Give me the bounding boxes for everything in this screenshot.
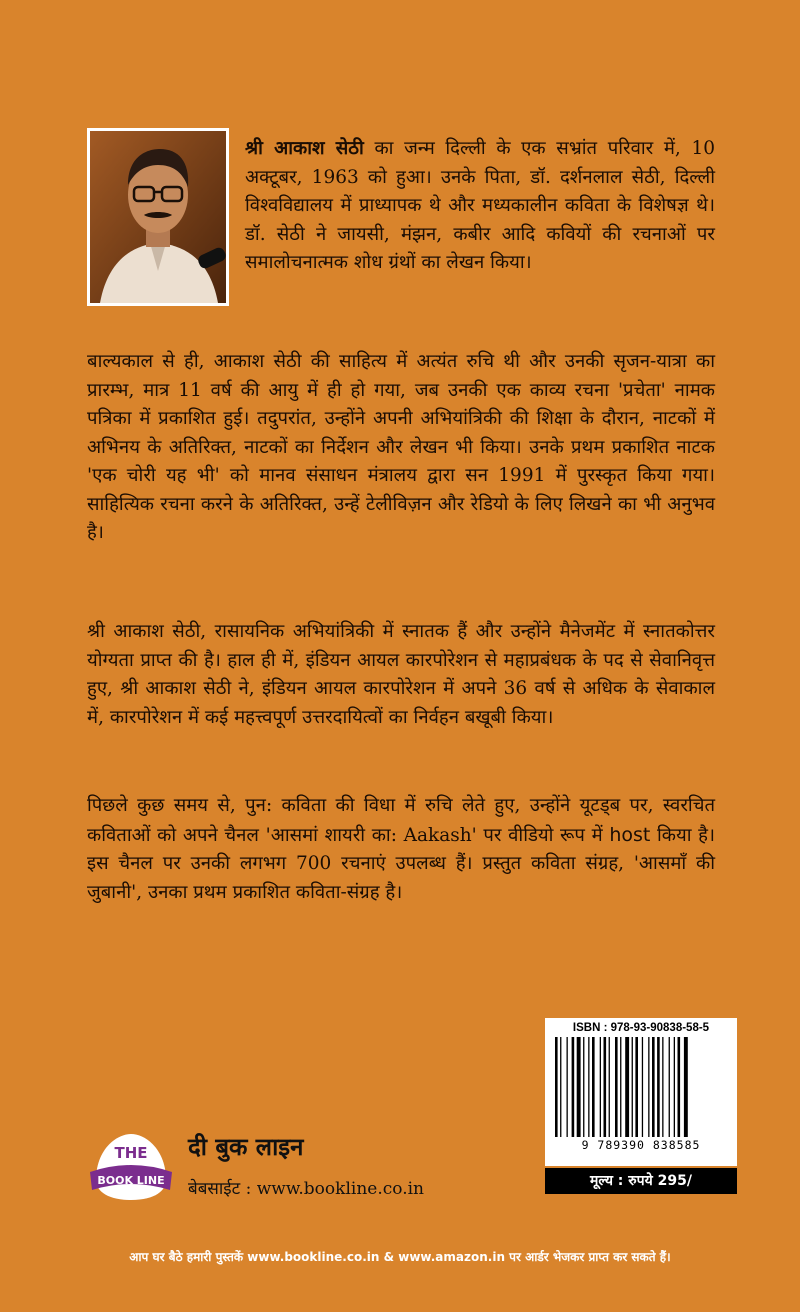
publisher-name: दी बुक लाइन — [188, 1133, 304, 1161]
author-name: श्री आकाश सेठी — [245, 138, 364, 159]
barcode-bar — [592, 1037, 595, 1137]
publisher-website: बेबसाईट : www.bookline.co.in — [188, 1179, 424, 1199]
barcode-bar — [674, 1037, 675, 1137]
barcode-bar — [600, 1037, 601, 1137]
barcode-bar — [635, 1037, 638, 1137]
barcode-bar — [662, 1037, 663, 1137]
barcode-number: 9 789390 838585 — [581, 1138, 701, 1152]
footer-order-note: आप घर बैठे हमारी पुस्तकें www.bookline.co.in & www.amazon.in पर आर्डर भेजकर प्राप्त कर सकते हैं। — [129, 1250, 671, 1264]
author-portrait-image — [90, 131, 226, 303]
bio-paragraph-career: श्री आकाश सेठी, रासायनिक अभियांत्रिकी में स्नातक हैं और उन्होंने मैनेजमेंट में स्नातकोत्तर योग्यता प्राप्त की है। हाल ही में, इंडियन आयल कारपोरेशन से महाप्रबंधक के पद से सेवानिवृत्त हुए, श्री आकाश सेठी ने, इंडियन आयल कारपोरेशन में अपने 36 वर्ष से अधिक के सेवाकाल में, कारपोरेशन में कई महत्त्वपूर्ण उत्तरदायित्वों का निर्वहन बखूबी किया। — [87, 621, 715, 728]
book-line-logo-icon — [86, 1128, 176, 1208]
barcode-bar — [632, 1037, 633, 1137]
barcode-panel — [545, 1018, 737, 1166]
logo-bookline-text: BOOK LINE — [97, 1174, 165, 1187]
bio-youtube-host-word: host — [609, 823, 651, 846]
barcode-bar — [567, 1037, 568, 1137]
author-intro — [245, 135, 715, 278]
barcode-bar — [609, 1037, 610, 1137]
barcode-bar — [577, 1037, 581, 1137]
logo-the-text: THE — [114, 1144, 148, 1162]
bio-paragraph-childhood: बाल्यकाल से ही, आकाश सेठी की साहित्य में अत्यंत रुचि थी और उनकी सृजन-यात्रा का प्रारम्भ, मात्र 11 वर्ष की आयु में ही हो गया, जब उनकी एक काव्य रचना 'प्रचेता' नामक पत्रिका में प्रकाशित हुई। तदुपरांत, उन्होंने अपनी अभियांत्रिकी की शिक्षा के दौरान, नाटकों में अभिनय के अतिरिक्त, नाटकों का निर्देशन और लेखन भी किया। उनके प्रथम प्रकाशित नाटक 'एक चोरी यह भी' को मानव संसाधन मंत्रालय द्वारा सन 1991 में पुरस्कृत किया गया। साहित्यिक रचना करने के अतिरिक्त, उन्हें टेलीविज़न और रेडियो के लिए लिखने का भी अनुभव है। — [87, 351, 715, 543]
barcode-bar — [620, 1037, 621, 1137]
barcode-bar — [583, 1037, 584, 1137]
barcode-bar — [684, 1037, 688, 1137]
barcode-bar — [555, 1037, 558, 1137]
price-label: मूल्य : रुपये 295/ — [545, 1168, 737, 1194]
barcode-bar — [625, 1037, 629, 1137]
barcode-bar — [588, 1037, 589, 1137]
bio-youtube-text-b: किया है। इस चैनल पर उनकी लगभग 700 रचनाएं उपलब्ध हैं। प्रस्तुत कविता संग्रह, 'आसमाँ की जुबानी', उनका प्रथम प्रकाशित कविता-संग्रह है। — [87, 824, 715, 903]
publisher-logo — [86, 1128, 176, 1208]
barcode-bar — [615, 1037, 618, 1137]
barcode-icon — [551, 1037, 731, 1137]
barcode-bar — [657, 1037, 660, 1137]
barcode-bar — [604, 1037, 607, 1137]
barcode-bar — [572, 1037, 575, 1137]
barcode-bar — [642, 1037, 643, 1137]
author-photo — [87, 128, 229, 306]
bio-paragraph-youtube — [87, 792, 715, 907]
barcode-bar — [648, 1037, 649, 1137]
isbn-label: ISBN : 978-93-90838-58-5 — [572, 1022, 710, 1034]
barcode-bar — [560, 1037, 561, 1137]
bio-youtube-text-a: पिछले कुछ समय से, पुन: कविता की विधा में रुचि लेते हुए, उन्होंने यूटड्ब पर, स्वरचित कविताओं को अपने चैनल 'आसमां शायरी का: Aakash' पर वीडियो रूप में — [87, 795, 715, 846]
author-intro-text: का जन्म दिल्ली के एक सभ्रांत परिवार में, 10 अक्टूबर, 1963 को हुआ। उनके पिता, डॉ. दर्शनलाल सेठी, दिल्ली विश्वविद्यालय में प्राध्यापक थे और मध्यकालीन कविता के विशेषज्ञ थे। डॉ. सेठी ने जायसी, मंझन, कबीर आदि कवियों की रचनाओं पर समालोचनात्मक शोध ग्रंथों का लेखन किया। — [245, 138, 715, 273]
barcode-bar — [652, 1037, 655, 1137]
barcode-bar — [669, 1037, 670, 1137]
barcode-bar — [678, 1037, 681, 1137]
